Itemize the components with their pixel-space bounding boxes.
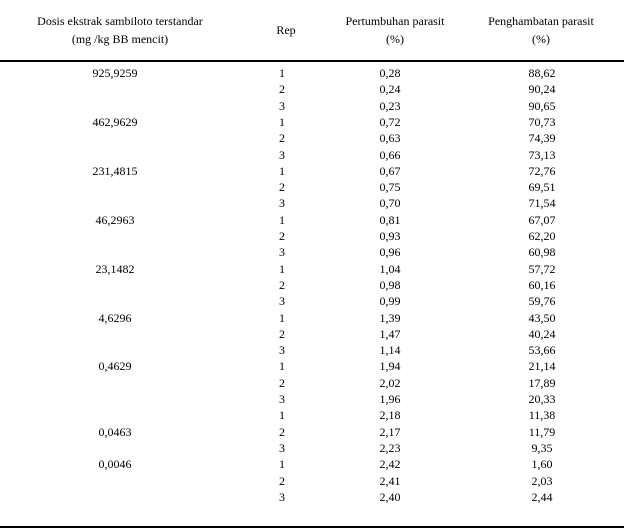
inhibition-cell: 90,24	[528, 82, 556, 97]
growth-cell: 1,04	[379, 261, 401, 276]
growth-cell: 0,72	[379, 114, 401, 129]
inhibition-cell: 21,14	[528, 359, 556, 374]
growth-cell: 0,93	[379, 229, 401, 243]
rep-cell: 2	[279, 424, 285, 439]
rep-cell: 2	[279, 82, 285, 97]
inhibition-cell: 1,60	[531, 457, 553, 472]
dose-cell: 0,0463	[98, 424, 132, 439]
rep-cell: 3	[279, 245, 285, 260]
inhibition-cell: 90,65	[528, 98, 556, 113]
header-growth-line2: (%)	[386, 32, 404, 46]
rep-cell: 1	[279, 163, 285, 178]
growth-cell: 0,28	[379, 66, 401, 80]
growth-cell: 0,96	[379, 245, 401, 260]
growth-cell: 2,17	[379, 424, 401, 439]
inhibition-cell: 9,35	[531, 440, 553, 455]
header-inhibition-line1: Penghambatan parasit	[488, 14, 594, 28]
growth-cell: 0,24	[379, 82, 401, 97]
inhibition-cell: 74,39	[528, 131, 556, 146]
dose-cell: 231,4815	[92, 163, 138, 178]
inhibition-cell: 67,07	[528, 212, 556, 227]
inhibition-cell: 60,16	[528, 277, 556, 292]
rep-cell: 1	[279, 114, 285, 129]
growth-cell: 1,14	[379, 343, 401, 358]
growth-cell: 0,66	[379, 147, 401, 162]
rep-cell: 3	[279, 489, 285, 504]
header-dose-line2: (mg /kg BB mencit)	[71, 32, 169, 46]
growth-cell: 0,81	[379, 212, 401, 227]
inhibition-cell: 57,72	[528, 261, 556, 276]
growth-cell: 0,70	[379, 196, 401, 211]
rep-cell: 2	[279, 277, 285, 292]
growth-cell: 0,75	[379, 180, 401, 195]
rep-cell: 2	[279, 375, 285, 390]
rep-cell: 2	[279, 180, 285, 195]
inhibition-cell: 2,03	[531, 473, 553, 488]
inhibition-cell: 62,20	[528, 229, 556, 243]
inhibition-cell: 2,44	[531, 489, 553, 504]
inhibition-cell: 11,79	[528, 424, 556, 439]
dose-cell: 462,9629	[92, 114, 138, 129]
dose-cell: 0,4629	[98, 359, 132, 374]
rep-cell: 1	[279, 359, 285, 374]
header-growth-line1: Pertumbuhan parasit	[345, 14, 445, 28]
growth-cell: 0,67	[379, 163, 401, 178]
inhibition-cell: 40,24	[528, 326, 556, 341]
header-rep-label: Rep	[276, 23, 296, 37]
rep-cell: 2	[279, 131, 285, 146]
growth-cell: 2,23	[379, 440, 401, 455]
header-inhibition	[466, 12, 616, 48]
growth-cell: 0,63	[379, 131, 401, 146]
rep-cell: 3	[279, 294, 285, 309]
inhibition-cell: 11,38	[528, 408, 556, 423]
rep-cell: 2	[279, 473, 285, 488]
header-growth	[320, 12, 470, 48]
table-bottom-rule	[0, 526, 624, 528]
inhibition-cell: 71,54	[528, 196, 556, 211]
inhibition-cell: 53,66	[528, 343, 556, 358]
rep-cell: 3	[279, 98, 285, 113]
rep-cell: 3	[279, 196, 285, 211]
inhibition-cell: 20,33	[528, 392, 556, 406]
rep-cell: 2	[279, 229, 285, 243]
dose-cell: 23,1482	[95, 261, 135, 276]
rep-cell: 1	[279, 408, 285, 423]
growth-cell: 0,23	[379, 98, 401, 113]
rep-cell: 3	[279, 343, 285, 358]
dose-cell: 0,0046	[98, 457, 132, 472]
growth-cell: 2,42	[379, 457, 401, 472]
inhibition-cell: 69,51	[528, 180, 556, 195]
growth-cell: 1,94	[379, 359, 401, 374]
inhibition-cell: 72,76	[528, 163, 556, 178]
growth-cell: 1,47	[379, 326, 401, 341]
inhibition-cell: 43,50	[528, 310, 556, 325]
header-rep	[258, 21, 314, 39]
rep-cell: 3	[279, 392, 285, 406]
growth-cell: 2,02	[379, 375, 401, 390]
rep-cell: 2	[279, 326, 285, 341]
growth-cell: 0,98	[379, 277, 401, 292]
header-inhibition-line2: (%)	[532, 32, 550, 46]
table-top-rule	[0, 60, 624, 62]
header-dose-line1: Dosis ekstrak sambiloto terstandar	[37, 14, 203, 28]
rep-cell: 3	[279, 147, 285, 162]
inhibition-cell: 17,89	[528, 375, 556, 390]
growth-cell: 2,41	[379, 473, 401, 488]
inhibition-cell: 59,76	[528, 294, 556, 309]
rep-cell: 3	[279, 440, 285, 455]
rep-cell: 1	[279, 261, 285, 276]
growth-cell: 2,18	[379, 408, 401, 423]
growth-cell: 1,39	[379, 310, 401, 325]
dose-cell: 925,9259	[92, 66, 138, 80]
rep-cell: 1	[279, 457, 285, 472]
header-dose	[0, 12, 240, 48]
rep-cell: 1	[279, 212, 285, 227]
inhibition-cell: 70,73	[528, 114, 556, 129]
inhibition-cell: 73,13	[528, 147, 556, 162]
growth-cell: 2,40	[379, 489, 401, 504]
rep-cell: 1	[279, 66, 285, 80]
rep-cell: 1	[279, 310, 285, 325]
dose-cell: 4,6296	[98, 310, 132, 325]
growth-cell: 1,96	[379, 392, 401, 406]
inhibition-cell: 88,62	[528, 66, 556, 80]
inhibition-cell: 60,98	[528, 245, 556, 260]
dose-cell: 46,2963	[95, 212, 135, 227]
growth-cell: 0,99	[379, 294, 401, 309]
